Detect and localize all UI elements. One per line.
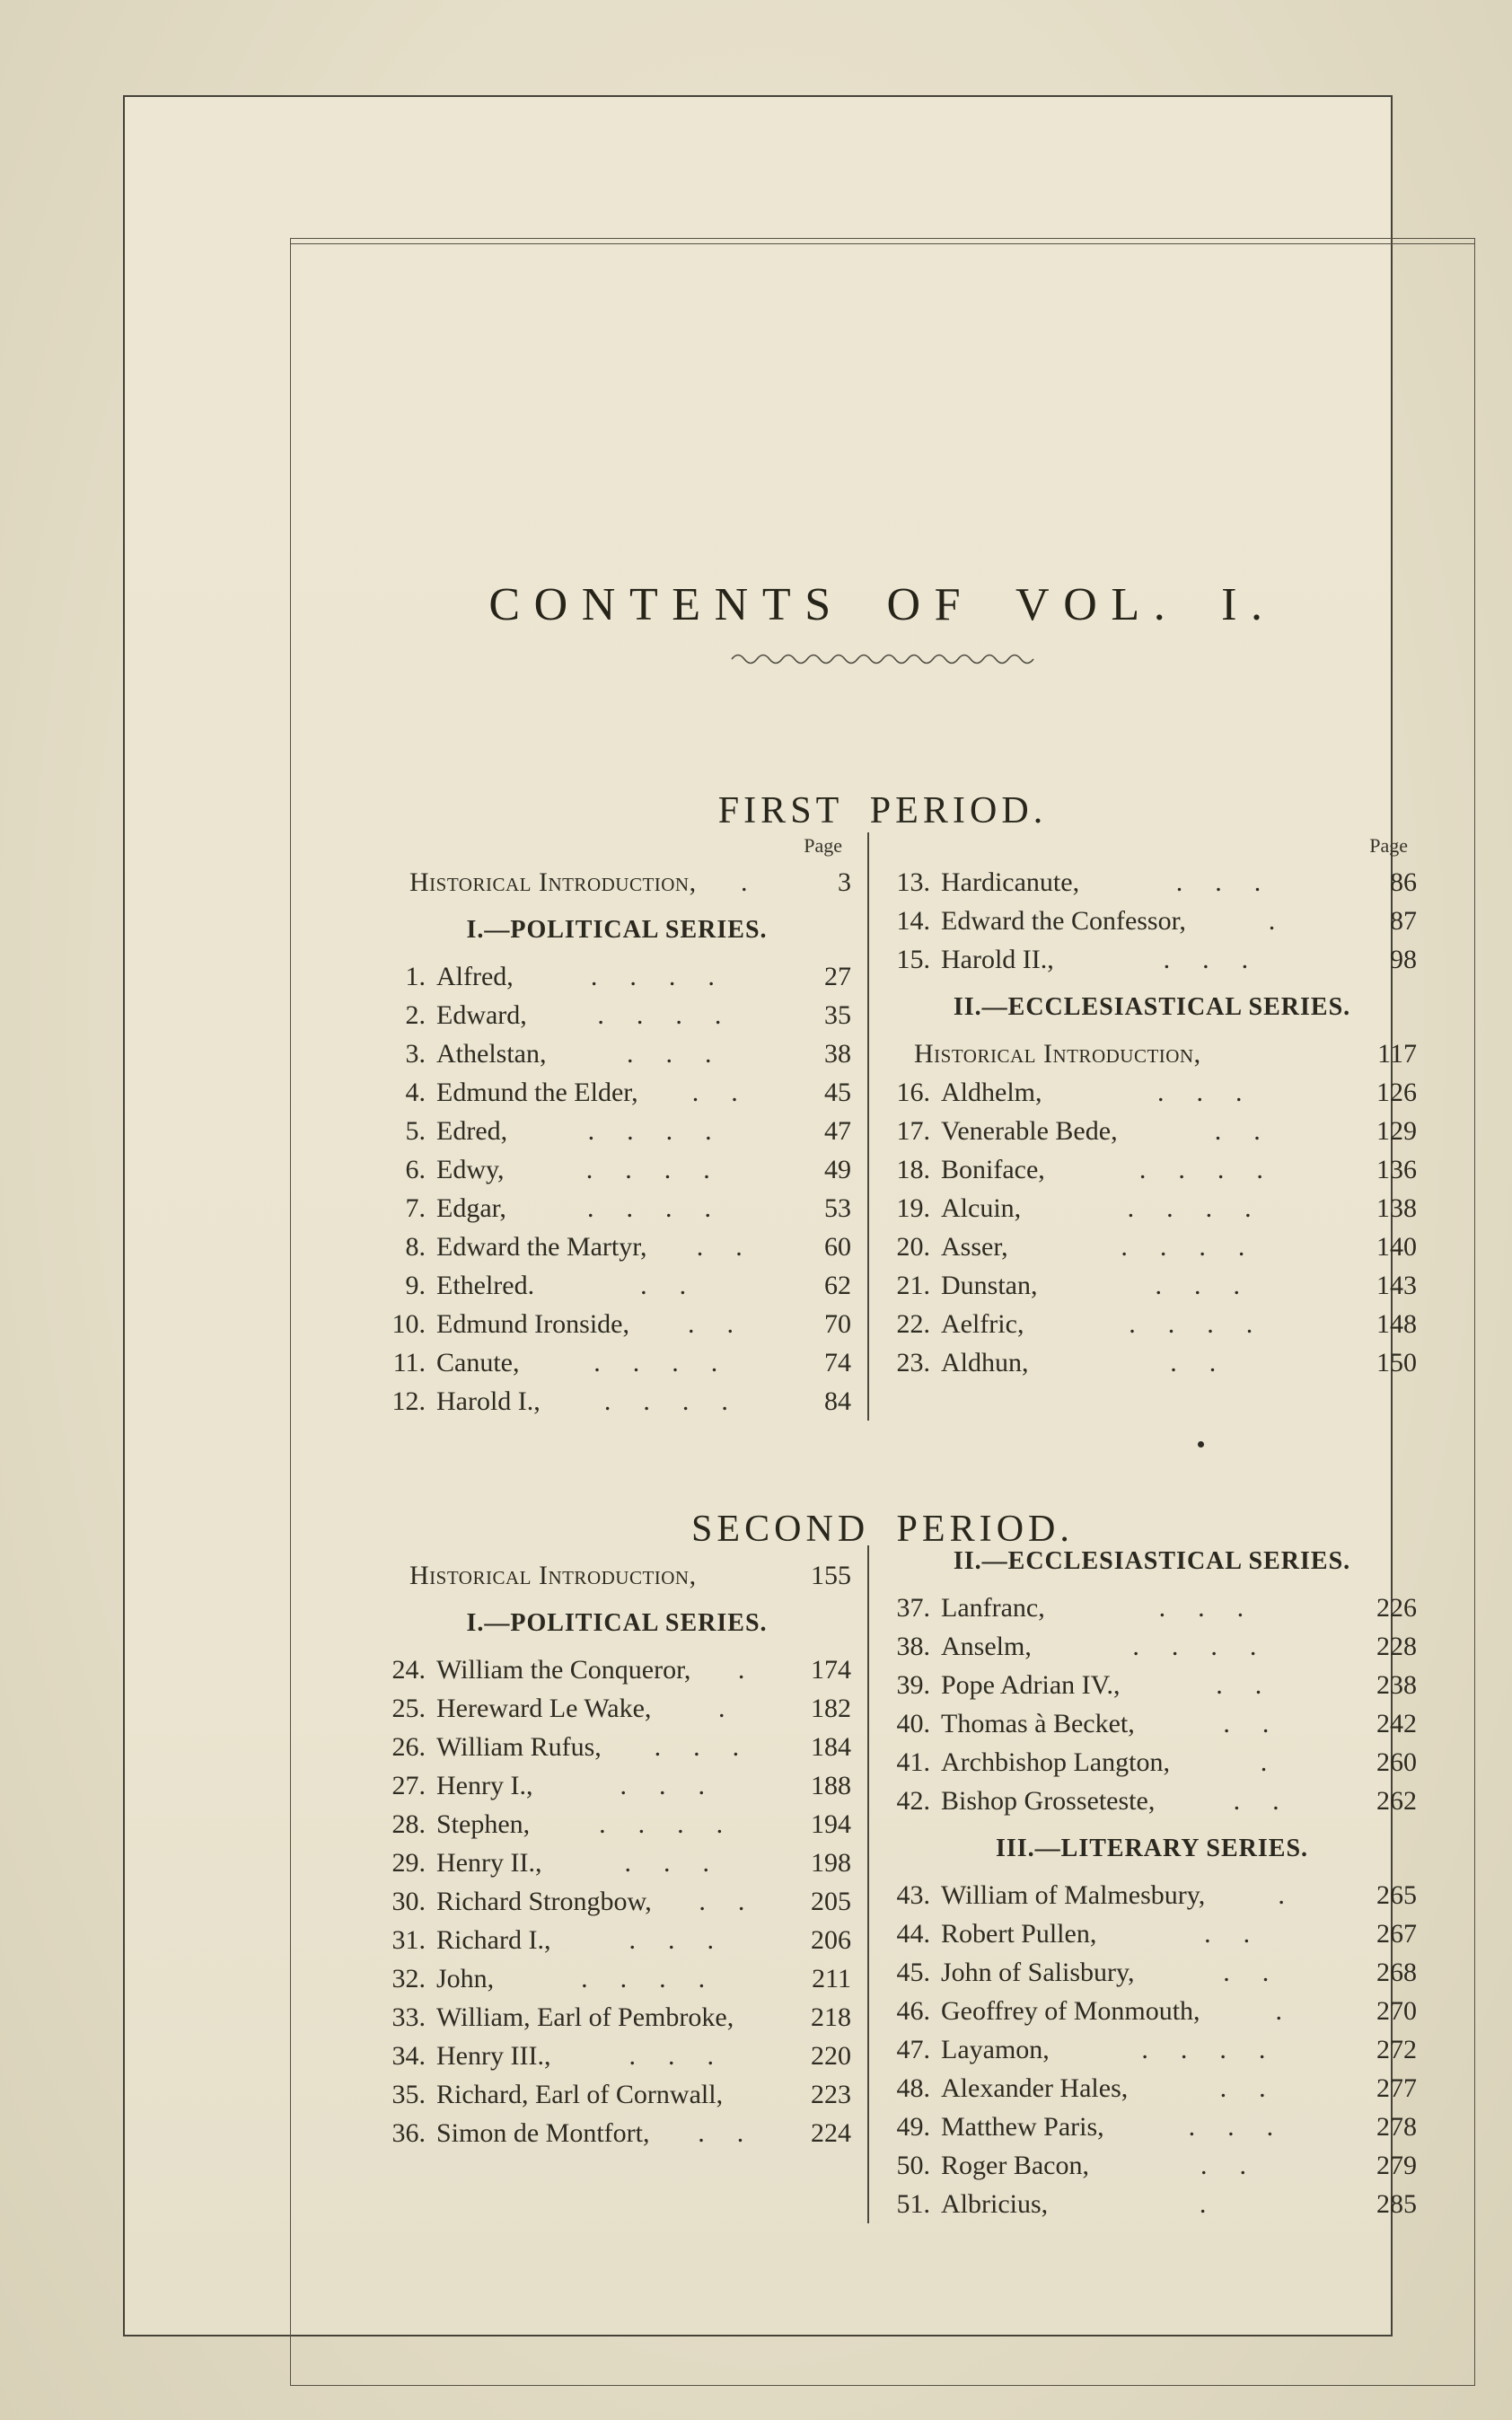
entry-page-number: 53	[824, 1193, 851, 1223]
toc-entry-row	[887, 1588, 1417, 1627]
entry-number: 40.	[896, 1709, 930, 1738]
entry-number: 38.	[896, 1632, 930, 1661]
entry-title: Richard Strongbow,	[436, 1887, 652, 1916]
toc-entry-row	[382, 1882, 851, 1921]
entry-number: 46.	[896, 1996, 930, 2026]
entry-title: Alfred,	[436, 962, 514, 991]
second-period-left-column	[382, 1545, 867, 2223]
entry-title: Harold I.,	[436, 1386, 541, 1416]
leader-dots: . . . .	[1127, 1193, 1252, 1223]
leader-dots: . . . .	[1132, 1632, 1257, 1661]
page-title: CONTENTS OF VOL. I.	[488, 578, 1277, 630]
toc-entry-row	[887, 2069, 1417, 2108]
entry-number: 45.	[896, 1958, 930, 1987]
series-heading-ecclesiastical: II.—ECCLESIASTICAL SERIES.	[953, 1547, 1351, 1575]
entry-page-number: 98	[1390, 945, 1417, 974]
entry-page-number: 70	[824, 1309, 851, 1339]
toc-entry-row	[887, 1992, 1417, 2030]
entry-number: 3.	[405, 1039, 426, 1069]
entry-number: 25.	[391, 1694, 426, 1723]
leader-dots: .	[1268, 906, 1276, 936]
series-heading-ecclesiastical: II.—ECCLESIASTICAL SERIES.	[953, 993, 1351, 1021]
entry-page-number: 182	[811, 1694, 851, 1723]
entry-page-number: 270	[1376, 1996, 1417, 2026]
entry-title: Robert Pullen,	[941, 1919, 1097, 1949]
entry-number: 32.	[391, 1964, 426, 1993]
entry-number: 35.	[391, 2080, 426, 2109]
entry-page-number: 218	[811, 2002, 851, 2032]
leader-dots: .	[1278, 1880, 1285, 1910]
entry-page-number: 74	[824, 1348, 851, 1377]
entry-number: 10.	[391, 1309, 426, 1339]
entry-page-number: 205	[811, 1887, 851, 1916]
toc-entry-row	[887, 2185, 1417, 2223]
entry-page-number: 285	[1376, 2189, 1417, 2219]
entry-number: 16.	[896, 1078, 930, 1107]
entry-number: 29.	[391, 1848, 426, 1878]
toc-entry-row	[382, 1343, 851, 1382]
entry-page-number: 62	[824, 1271, 851, 1300]
toc-entry-row	[382, 1998, 851, 2037]
toc-entry-row	[887, 1666, 1417, 1704]
toc-entry-list	[887, 1073, 1417, 1382]
entry-page-number: 262	[1376, 1786, 1417, 1816]
leader-dots: . .	[1219, 2073, 1266, 2103]
toc-entry-row	[887, 1305, 1417, 1343]
entry-page-number: 267	[1376, 1919, 1417, 1949]
entry-page-number: 143	[1376, 1271, 1417, 1300]
entry-page-number: 198	[811, 1848, 851, 1878]
entry-title: Anselm,	[941, 1632, 1032, 1661]
entry-number: 50.	[896, 2151, 930, 2180]
toc-entry-row	[382, 957, 851, 996]
entry-number: 37.	[896, 1593, 930, 1623]
leader-dots: . . . .	[603, 1386, 728, 1416]
entry-title: William Rufus,	[436, 1732, 602, 1762]
entry-page-number: 38	[824, 1039, 851, 1069]
leader-dots: . . . .	[590, 962, 715, 991]
entry-title: Alexander Hales,	[941, 2073, 1129, 2103]
toc-entry-row	[382, 1073, 851, 1112]
entry-title: Historical Introduction,	[914, 1039, 1201, 1069]
entry-title: Lanfranc,	[941, 1593, 1045, 1623]
toc-entry-row	[887, 1914, 1417, 1953]
leader-dots: . . .	[629, 1925, 714, 1955]
entry-page-number: 242	[1376, 1709, 1417, 1738]
entry-title: Matthew Paris,	[941, 2112, 1104, 2142]
entry-page-number: 174	[811, 1655, 851, 1685]
leader-dots: . . . .	[599, 1809, 724, 1839]
entry-page-number: 138	[1376, 1193, 1417, 1223]
leader-dots: . . . .	[1141, 2035, 1266, 2064]
toc-entry-row	[382, 1921, 851, 1959]
toc-entry-row	[887, 1782, 1417, 1820]
entry-number: 22.	[896, 1309, 930, 1339]
entry-title: Edwy,	[436, 1155, 505, 1184]
second-period-columns	[382, 1545, 1424, 2223]
entry-number: 2.	[405, 1000, 426, 1030]
entry-page-number: 60	[824, 1232, 851, 1262]
entry-page-number: 194	[811, 1809, 851, 1839]
entry-title: William the Conqueror,	[436, 1655, 691, 1685]
entry-title: Asser,	[941, 1232, 1008, 1262]
toc-entry-row	[382, 2037, 851, 2075]
entry-page-number: 220	[811, 2041, 851, 2071]
toc-entry-row	[887, 2146, 1417, 2185]
leader-dots: . . .	[626, 1039, 712, 1069]
toc-entry-row	[382, 2114, 851, 2152]
entry-title: Historical Introduction,	[409, 867, 697, 897]
entry-page-number: 211	[812, 1964, 851, 1993]
page-outer-border	[123, 95, 1417, 2336]
entry-title: Edward the Confessor,	[941, 906, 1186, 936]
entry-number: 18.	[896, 1155, 930, 1184]
entry-title: Layamon,	[941, 2035, 1050, 2064]
entry-number: 20.	[896, 1232, 930, 1262]
toc-entry-row	[382, 1959, 851, 1998]
entry-page-number: 126	[1376, 1078, 1417, 1107]
entry-page-number: 184	[811, 1732, 851, 1762]
entry-number: 21.	[896, 1271, 930, 1300]
page-column-label: Page	[1369, 834, 1408, 857]
entry-title: Archbishop Langton,	[941, 1747, 1170, 1777]
entry-page-number: 140	[1376, 1232, 1417, 1262]
entry-page-number: 228	[1376, 1632, 1417, 1661]
entry-number: 42.	[896, 1786, 930, 1816]
entry-number: 28.	[391, 1809, 426, 1839]
toc-entry-row	[382, 1689, 851, 1728]
entry-number: 1.	[405, 962, 426, 991]
leader-dots: . . . .	[593, 1348, 718, 1377]
toc-intro-row	[887, 1034, 1417, 1073]
entry-number: 23.	[896, 1348, 930, 1377]
toc-entry-row	[887, 863, 1417, 902]
entry-title: Thomas à Becket,	[941, 1709, 1135, 1738]
entry-page-number: 47	[824, 1116, 851, 1146]
first-period-heading: FIRST PERIOD.	[717, 789, 1048, 832]
leader-dots: . .	[1216, 1670, 1262, 1700]
entry-page-number: 49	[824, 1155, 851, 1184]
toc-entry-row	[887, 1704, 1417, 1743]
entry-number: 33.	[391, 2002, 426, 2032]
entry-number: 13.	[896, 867, 930, 897]
page-frame	[290, 238, 1475, 2386]
first-period-left-column	[382, 832, 867, 1421]
toc-entry-row	[382, 1112, 851, 1150]
entry-page-number: 265	[1376, 1880, 1417, 1910]
entry-number: 24.	[391, 1655, 426, 1685]
entry-title: Hereward Le Wake,	[436, 1694, 652, 1723]
entry-page-number: 45	[824, 1078, 851, 1107]
entry-number: 44.	[896, 1919, 930, 1949]
toc-entry-row	[887, 1228, 1417, 1266]
toc-entry-row	[887, 2030, 1417, 2069]
entry-title: Bishop Grosseteste,	[941, 1786, 1156, 1816]
toc-entry-row	[887, 1266, 1417, 1305]
entry-title: Venerable Bede,	[941, 1116, 1118, 1146]
toc-entry-row	[887, 940, 1417, 979]
entry-number: 6.	[405, 1155, 426, 1184]
leader-dots: . .	[1200, 2151, 1246, 2180]
entry-title: Richard, Earl of Cornwall,	[436, 2080, 724, 2109]
entry-number: 12.	[391, 1386, 426, 1416]
entry-page-number: 206	[811, 1925, 851, 1955]
entry-title: Edmund Ironside,	[436, 1309, 629, 1339]
leader-dots: . . . .	[597, 1000, 722, 1030]
page-column-label: Page	[804, 834, 842, 857]
entry-title: John,	[436, 1964, 495, 1993]
leader-dots: . . . .	[581, 1964, 706, 1993]
toc-entry-row	[382, 1805, 851, 1844]
entry-title: Athelstan,	[436, 1039, 547, 1069]
toc-entry-row	[382, 1228, 851, 1266]
toc-entry-row	[382, 996, 851, 1034]
entry-page-number: 3	[838, 867, 851, 897]
entry-number: 34.	[391, 2041, 426, 2071]
toc-entry-row	[382, 1305, 851, 1343]
leader-dots: . .	[691, 1078, 738, 1107]
leader-dots: . . .	[1157, 1078, 1243, 1107]
toc-intro-row	[382, 1556, 851, 1595]
entry-title: William, Earl of Pembroke,	[436, 2002, 734, 2032]
leader-dots: .	[1260, 1747, 1268, 1777]
entry-title: Edred,	[436, 1116, 508, 1146]
toc-entry-row	[887, 902, 1417, 940]
leader-dots: . .	[699, 1887, 745, 1916]
entry-number: 15.	[896, 945, 930, 974]
entry-title: Henry III.,	[436, 2041, 551, 2071]
entry-number: 19.	[896, 1193, 930, 1223]
entry-page-number: 188	[811, 1771, 851, 1800]
entry-page-number: 238	[1376, 1670, 1417, 1700]
entry-title: Edward the Martyr,	[436, 1232, 647, 1262]
leader-dots: . .	[1214, 1116, 1261, 1146]
entry-page-number: 86	[1390, 867, 1417, 897]
entry-page-number: 129	[1376, 1116, 1417, 1146]
entry-title: Aelfric,	[941, 1309, 1024, 1339]
leader-dots: . . .	[654, 1732, 740, 1762]
entry-number: 11.	[392, 1348, 426, 1377]
leader-dots: . .	[1223, 1958, 1270, 1987]
toc-entry-list	[887, 1876, 1417, 2223]
toc-entry-row	[887, 2108, 1417, 2146]
toc-entry-row	[382, 1189, 851, 1228]
toc-entry-row	[887, 1743, 1417, 1782]
leader-dots: . . .	[1163, 945, 1249, 974]
entry-title: Alcuin,	[941, 1193, 1022, 1223]
entry-title: Aldhun,	[941, 1348, 1029, 1377]
entry-page-number: 35	[824, 1000, 851, 1030]
second-period-heading: SECOND PERIOD.	[691, 1508, 1074, 1550]
entry-title: Canute,	[436, 1348, 520, 1377]
entry-title: Henry I.,	[436, 1771, 533, 1800]
entry-page-number: 223	[811, 2080, 851, 2109]
leader-dots: . .	[1204, 1919, 1251, 1949]
entry-number: 51.	[896, 2189, 930, 2219]
entry-number: 9.	[405, 1271, 426, 1300]
entry-title: Albricius,	[941, 2189, 1049, 2219]
toc-entry-row	[887, 1343, 1417, 1382]
leader-dots: .	[741, 867, 748, 897]
entry-number: 27.	[391, 1771, 426, 1800]
leader-dots: . .	[698, 2118, 744, 2148]
entry-page-number: 279	[1376, 2151, 1417, 2180]
entry-title: Henry II.,	[436, 1848, 542, 1878]
entry-number: 49.	[896, 2112, 930, 2142]
leader-dots: . .	[640, 1271, 687, 1300]
entry-number: 5.	[405, 1116, 426, 1146]
toc-entry-row	[887, 1112, 1417, 1150]
toc-entry-row	[382, 1728, 851, 1766]
leader-dots: .	[737, 1655, 745, 1685]
entry-page-number: 148	[1376, 1309, 1417, 1339]
entry-title: William of Malmesbury,	[941, 1880, 1206, 1910]
toc-intro-row	[382, 863, 851, 902]
toc-entry-row	[382, 1766, 851, 1805]
toc-entry-row	[887, 1073, 1417, 1112]
entry-page-number: 277	[1376, 2073, 1417, 2103]
entry-title: Edmund the Elder,	[436, 1078, 638, 1107]
toc-entry-row	[887, 1876, 1417, 1914]
entry-page-number: 150	[1376, 1348, 1417, 1377]
entry-number: 43.	[896, 1880, 930, 1910]
toc-entry-row	[887, 1189, 1417, 1228]
entry-number: 48.	[896, 2073, 930, 2103]
entry-page-number: 136	[1376, 1155, 1417, 1184]
entry-page-number: 224	[811, 2118, 851, 2148]
series-heading-political: I.—POLITICAL SERIES.	[466, 916, 768, 944]
leader-dots: . .	[687, 1309, 734, 1339]
entry-title: Aldhelm,	[941, 1078, 1042, 1107]
first-period-right-column	[867, 832, 1424, 1421]
toc-entry-row	[382, 1844, 851, 1882]
leader-dots: . . .	[620, 1771, 705, 1800]
entry-title: Edward,	[436, 1000, 527, 1030]
entry-page-number: 278	[1376, 2112, 1417, 2142]
entry-title: John of Salisbury,	[941, 1958, 1135, 1987]
entry-title: Pope Adrian IV.,	[941, 1670, 1121, 1700]
toc-entry-list	[382, 957, 851, 1421]
entry-number: 7.	[405, 1193, 426, 1223]
leader-dots: . . . .	[586, 1193, 711, 1223]
entry-page-number: 117	[1377, 1039, 1417, 1069]
toc-entry-list	[382, 1650, 851, 2152]
second-period-right-column	[867, 1545, 1424, 2223]
entry-title: Simon de Montfort,	[436, 2118, 650, 2148]
entry-number: 31.	[391, 1925, 426, 1955]
entry-title: Harold II.,	[941, 945, 1054, 974]
toc-entry-row	[887, 1627, 1417, 1666]
entry-page-number: 84	[824, 1386, 851, 1416]
series-heading-literary: III.—LITERARY SERIES.	[995, 1835, 1309, 1862]
leader-dots: . . .	[1175, 867, 1261, 897]
leader-dots: . . . .	[1129, 1309, 1253, 1339]
leader-dots: . . .	[624, 1848, 709, 1878]
toc-entry-row	[382, 1034, 851, 1073]
leader-dots: . . . .	[585, 1155, 710, 1184]
toc-entry-list	[887, 1588, 1417, 1820]
leader-dots: .	[1275, 1996, 1283, 2026]
entry-title: Roger Bacon,	[941, 2151, 1089, 2180]
squiggle-divider-icon	[291, 650, 1474, 673]
entry-page-number: 272	[1376, 2035, 1417, 2064]
leader-dots: . .	[1170, 1348, 1217, 1377]
entry-number: 36.	[391, 2118, 426, 2148]
series-heading-political: I.—POLITICAL SERIES.	[466, 1609, 768, 1637]
entry-page-number: 155	[811, 1561, 851, 1590]
entry-page-number: 260	[1376, 1747, 1417, 1777]
entry-title: Dunstan,	[941, 1271, 1038, 1300]
toc-entry-row	[887, 1150, 1417, 1189]
entry-number: 17.	[896, 1116, 930, 1146]
leader-dots: . . .	[1155, 1271, 1240, 1300]
leader-dots: .	[1199, 2189, 1207, 2219]
entry-title: Ethelred.	[436, 1271, 535, 1300]
entry-title: Richard I.,	[436, 1925, 551, 1955]
entry-number: 30.	[391, 1887, 426, 1916]
leader-dots: . . .	[629, 2041, 714, 2071]
entry-title: Historical Introduction,	[409, 1561, 697, 1590]
leader-dots: . . . .	[1138, 1155, 1263, 1184]
entry-number: 47.	[896, 2035, 930, 2064]
entry-title: Edgar,	[436, 1193, 506, 1223]
first-period-columns	[382, 832, 1424, 1421]
ink-spot	[1198, 1441, 1204, 1448]
leader-dots: . . . .	[1121, 1232, 1245, 1262]
entry-title: Boniface,	[941, 1155, 1045, 1184]
toc-entry-row	[382, 2075, 851, 2114]
leader-dots: . .	[1233, 1786, 1279, 1816]
toc-entry-row	[382, 1650, 851, 1689]
entry-title: Geoffrey of Monmouth,	[941, 1996, 1200, 2026]
entry-title: Stephen,	[436, 1809, 531, 1839]
leader-dots: .	[717, 1694, 725, 1723]
leader-dots: . .	[696, 1232, 743, 1262]
toc-entry-row	[382, 1266, 851, 1305]
entry-number: 4.	[405, 1078, 426, 1107]
entry-title: Hardicanute,	[941, 867, 1080, 897]
leader-dots: . . .	[1188, 2112, 1274, 2142]
entry-page-number: 226	[1376, 1593, 1417, 1623]
entry-number: 26.	[391, 1732, 426, 1762]
toc-entry-list	[887, 863, 1417, 979]
entry-page-number: 268	[1376, 1958, 1417, 1987]
entry-number: 8.	[405, 1232, 426, 1262]
entry-number: 39.	[896, 1670, 930, 1700]
toc-entry-row	[382, 1150, 851, 1189]
toc-entry-row	[382, 1382, 851, 1421]
entry-number: 41.	[896, 1747, 930, 1777]
leader-dots: . . .	[1158, 1593, 1244, 1623]
toc-entry-row	[887, 1953, 1417, 1992]
entry-page-number: 27	[824, 962, 851, 991]
leader-dots: . .	[1223, 1709, 1270, 1738]
entry-number: 14.	[896, 906, 930, 936]
leader-dots: . . . .	[587, 1116, 712, 1146]
entry-page-number: 87	[1390, 906, 1417, 936]
